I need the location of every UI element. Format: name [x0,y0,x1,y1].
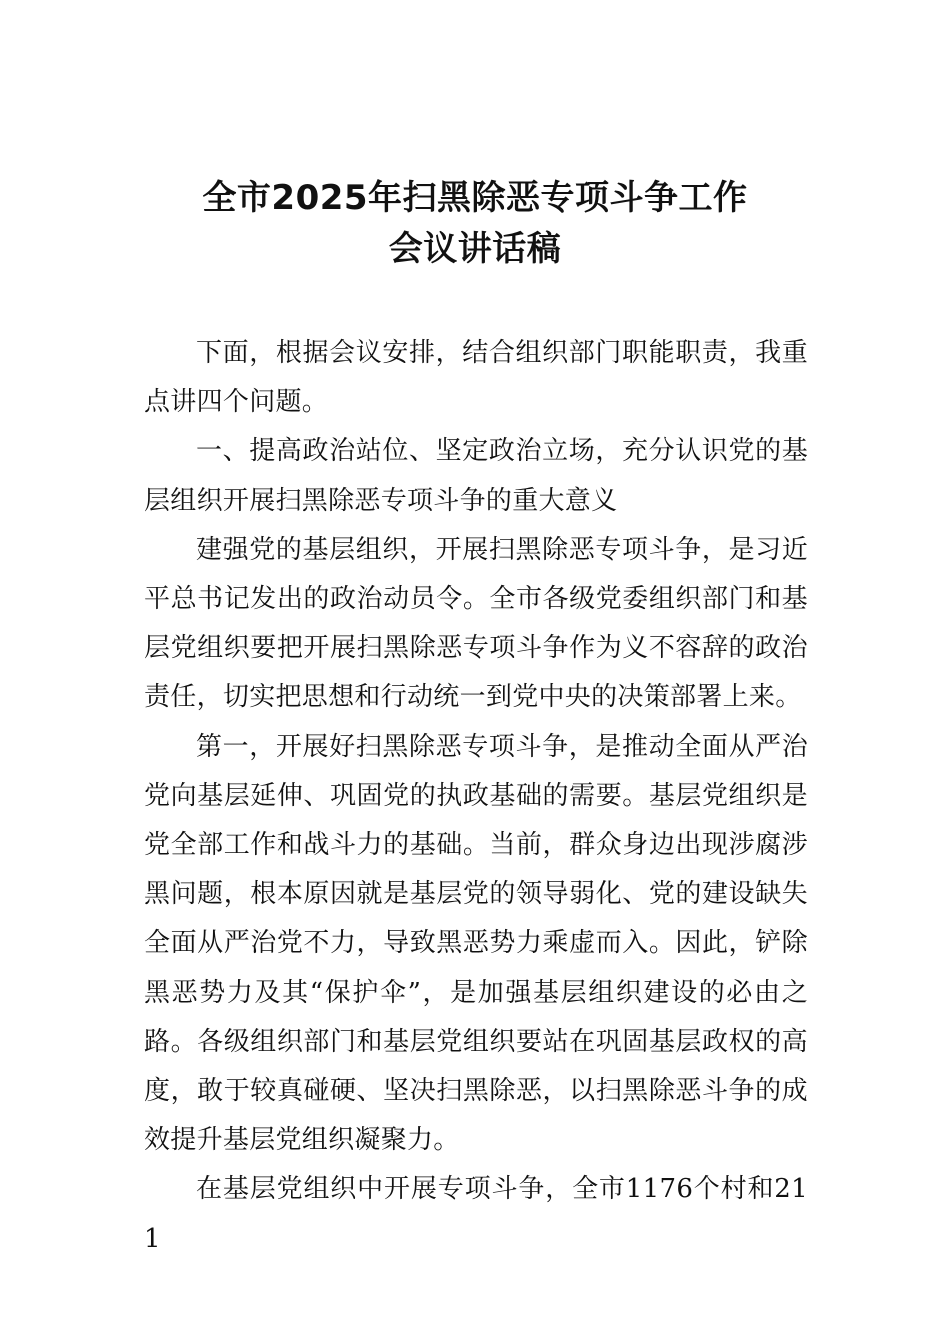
paragraph-first-point: 第一，开展好扫黑除恶专项斗争，是推动全面从严治党向基层延伸、巩固党的执政基础的需要。基层党组织是党全部工作和战斗力的基础。当前，群众身边出现涉腐涉黑问题，根本原因就是基层党的领导弱化、党的建设缺失全面从严治党不力，导致黑恶势力乘虚而入。因此，铲除黑恶势力及其“保护伞”，是加强基层组织建设的必由之路。各级组织部门和基层党组织要站在巩固基层政权的高度，敢于较真碰硬、坚决扫黑除恶，以扫黑除恶斗争的成效提升基层党组织凝聚力。 [144,731,808,1156]
document-title-line-1: 全市2025年扫黑除恶专项斗争工作 [202,178,748,218]
document-body [144,329,808,1264]
paragraph-intro: 下面，根据会议安排，结合组织部门职能职责，我重点讲四个问题。 [144,338,808,418]
document-title-line-2: 会议讲话稿 [388,229,562,269]
paragraph-continued: 在基层党组织中开展专项斗争，全市1176个村和211 [144,1174,808,1254]
paragraph-section-heading: 一、提高政治站位、坚定政治立场，充分认识党的基层组织开展扫黑除恶专项斗争的重大意义 [144,436,808,516]
paragraph-party-organization: 建强党的基层组织，开展扫黑除恶专项斗争，是习近平总书记发出的政治动员令。全市各级党委组织部门和基层党组织要把开展扫黑除恶专项斗争作为义不容辞的政治责任，切实把思想和行动统一到党中央的决策部署上来。 [144,534,808,713]
